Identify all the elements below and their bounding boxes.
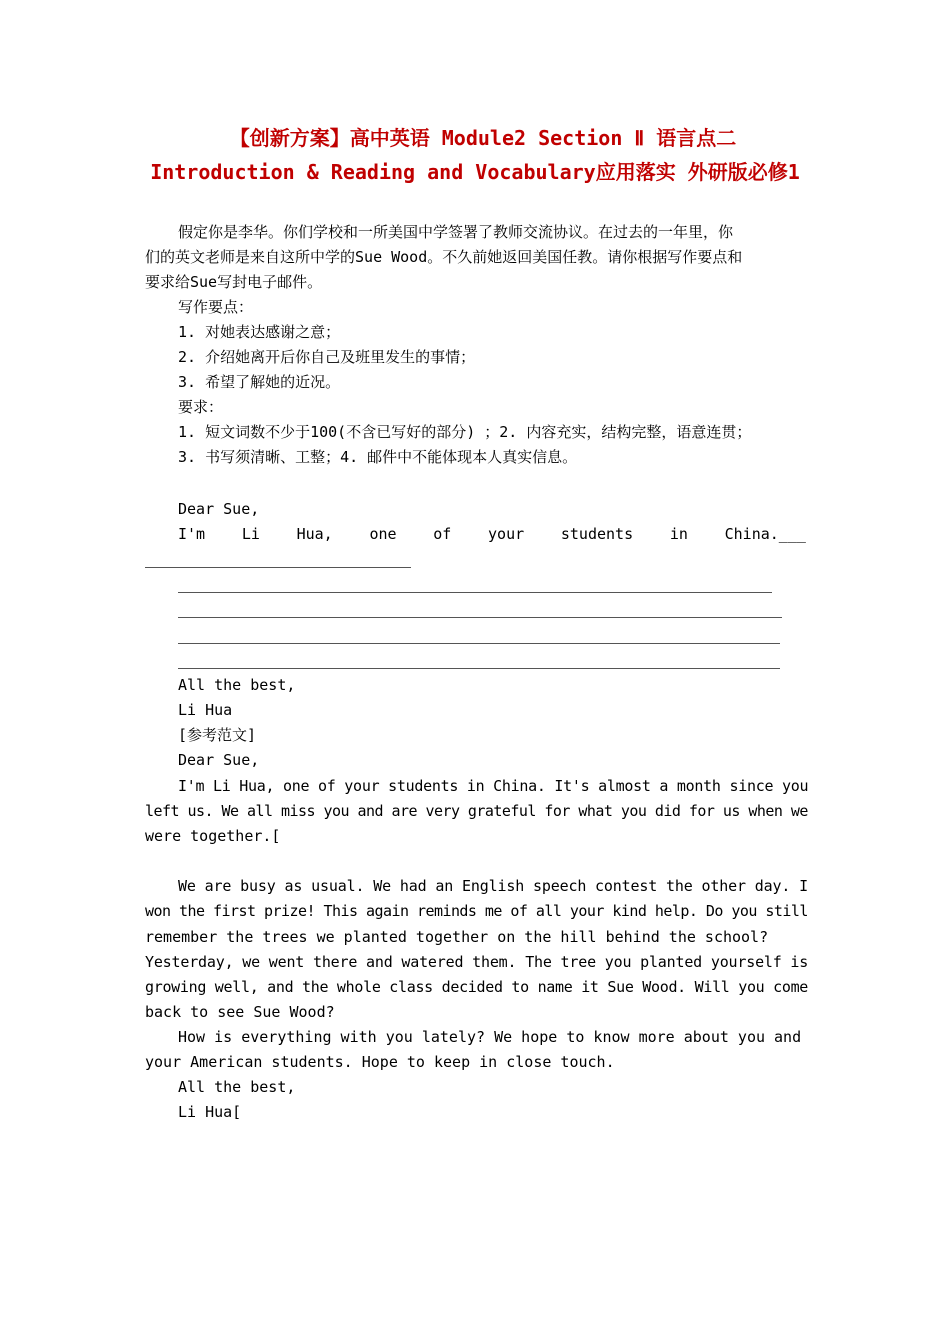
writing-point-2: 2. 介绍她离开后你自己及班里发生的事情； xyxy=(178,348,476,366)
title-line-1: 【创新方案】高中英语 Module2 Section Ⅱ 语言点二 xyxy=(229,126,737,150)
writing-point-3: 3. 希望了解她的近况。 xyxy=(178,373,341,391)
opening-word: of xyxy=(433,525,452,543)
answer-blank-line xyxy=(145,567,411,568)
sample-label: [参考范文] xyxy=(178,726,257,744)
opening-word: in xyxy=(669,525,688,543)
sample-para2-line: back to see Sue Wood? xyxy=(145,1003,335,1021)
letter-opening-line xyxy=(178,522,806,547)
sample-para2-line: growing well, and the whole class decided to name it Sue Wood. Will you come xyxy=(145,978,809,996)
opening-word: Hua, xyxy=(296,525,333,543)
opening-word: I'm xyxy=(178,525,206,543)
letter-closing: All the best, xyxy=(178,676,296,694)
requirement-1: 1. 短文词数不少于100(不含已写好的部分) ；2. 内容充实，结构完整，语意连贯； xyxy=(178,423,752,441)
answer-blank-line xyxy=(178,592,772,593)
letter-signature: Li Hua xyxy=(178,701,233,719)
sample-para2-line: won the first prize! This again reminds me of all your kind help. Do you still xyxy=(145,902,808,920)
requirements-label: 要求： xyxy=(178,398,224,416)
opening-word: China.___ xyxy=(724,525,806,543)
sample-para1-line: were together.[ xyxy=(145,827,281,845)
prompt-line-2: 们的英文老师是来自这所中学的Sue Wood。不久前她返回美国任教。请你根据写作要点和 xyxy=(145,248,743,266)
answer-blank-line xyxy=(178,668,780,669)
writing-point-1: 1. 对她表达感谢之意； xyxy=(178,323,341,341)
answer-blank-line xyxy=(178,617,782,618)
answer-blank-line xyxy=(178,643,780,644)
sample-para1-line: left us. We all miss you and are very grateful for what you did for us when we xyxy=(145,802,808,820)
writing-points-label: 写作要点： xyxy=(178,298,254,316)
sample-para1-line: I'm Li Hua, one of your students in China. It's almost a month since you xyxy=(178,777,809,795)
sample-closing: All the best, xyxy=(178,1078,296,1096)
prompt-line-1: 假定你是李华。你们学校和一所美国中学签署了教师交流协议。在过去的一年里，你 xyxy=(178,223,734,241)
sample-signature: Li Hua[ xyxy=(178,1103,242,1121)
sample-para3-line: your American students. Hope to keep in close touch. xyxy=(145,1053,615,1071)
opening-word: your xyxy=(488,525,525,543)
letter-greeting: Dear Sue, xyxy=(178,500,260,518)
title-line-2: Introduction & Reading and Vocabulary应用落实 外研版必修1 xyxy=(150,160,800,184)
sample-para2-line: remember the trees we planted together on the hill behind the school? xyxy=(145,928,769,946)
requirement-2: 3. 书写须清晰、工整；4. 邮件中不能体现本人真实信息。 xyxy=(178,448,578,466)
sample-greeting: Dear Sue, xyxy=(178,751,260,769)
sample-para2-line: Yesterday, we went there and watered them. The tree you planted yourself is xyxy=(145,953,809,971)
opening-word: Li xyxy=(241,525,260,543)
sample-para2-line: We are busy as usual. We had an English speech contest the other day. I xyxy=(178,877,809,895)
sample-para3-line: How is everything with you lately? We hope to know more about you and xyxy=(178,1028,802,1046)
prompt-line-3: 要求给Sue写封电子邮件。 xyxy=(145,273,323,291)
opening-word: students xyxy=(560,525,634,543)
opening-word: one xyxy=(369,525,397,543)
